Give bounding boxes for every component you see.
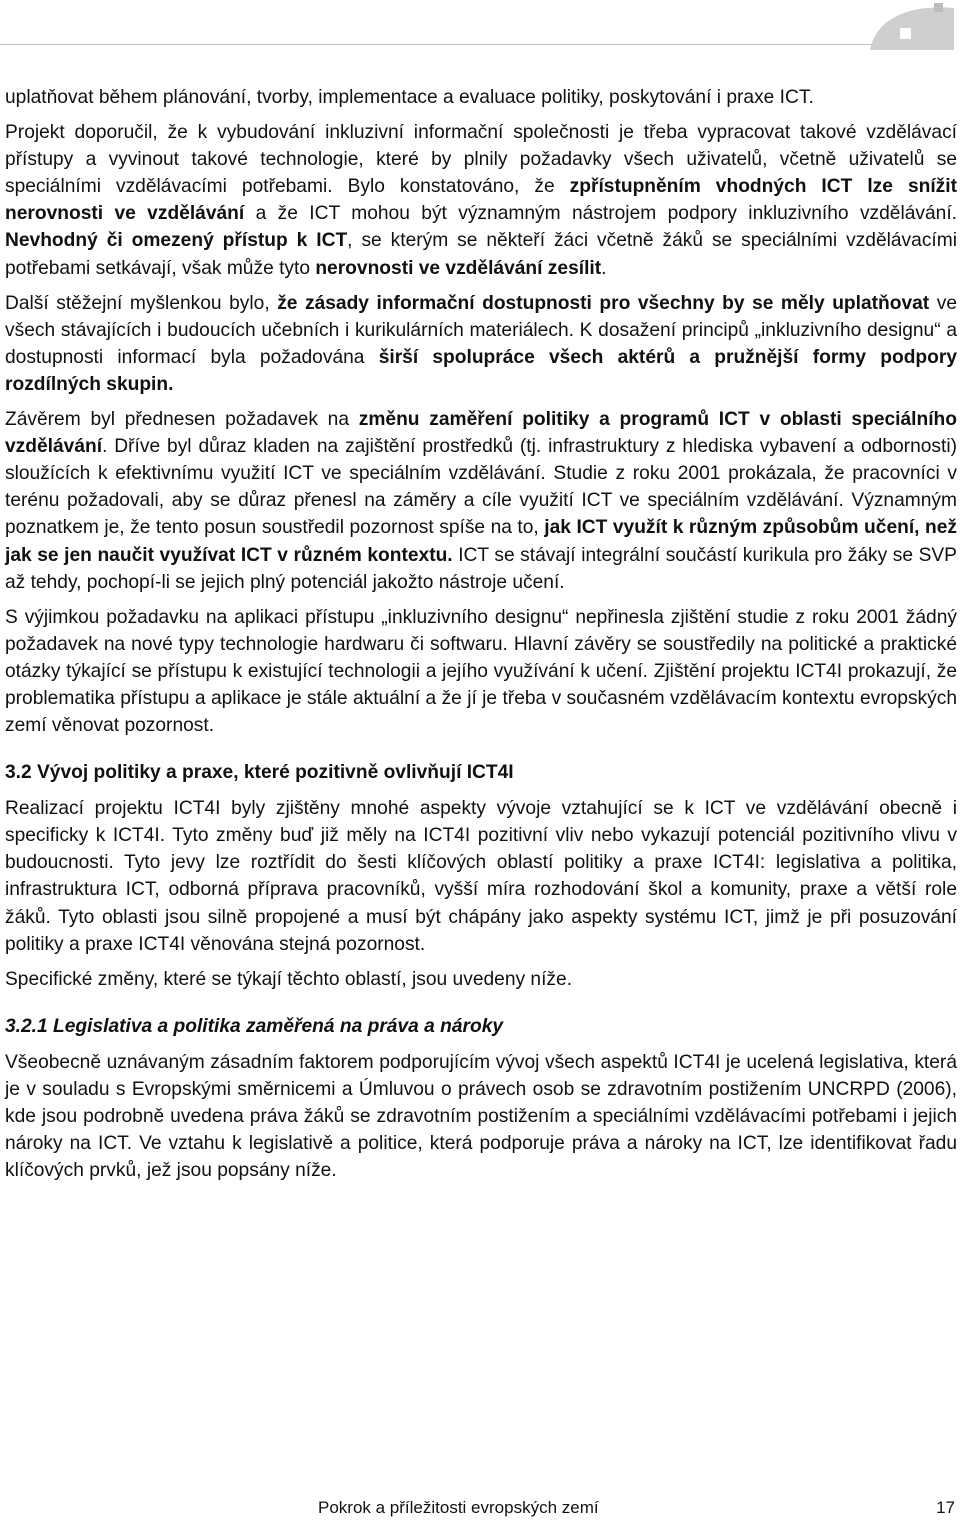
text-run: uplatňovat během plánování, tvorby, implementace a evaluace politiky, poskytování i praxe ICT. <box>5 87 814 108</box>
bold-run: zpřístupněním vhodných ICT lze snížit nerovnosti ve vzdělávání <box>5 176 957 225</box>
paragraph-6 <box>5 795 957 958</box>
text-run: Závěrem byl přednesen požadavek na <box>5 409 359 431</box>
paragraph-5 <box>5 604 957 739</box>
paragraph-7 <box>5 966 957 993</box>
bold-run: Nevhodný či omezený přístup k ICT <box>5 230 348 252</box>
text-run: Realizací projektu ICT4I byly zjištěny mnohé aspekty vývoje vztahující se k ICT ve vzdělávání obecně i specificky k ICT4I. Tyto změny buď již měly na ICT4I pozitivní vliv nebo vykazují potenciál pozitivního vlivu v budoucnosti. Tyto jevy lze roztřídit do šesti klíčových oblastí politiky a praxe ICT4I: legislativa a politika, infrastruktura ICT, odborná příprava pracovníků, vyšší míra rozhodování škol a komunity, praxe a větší role žáků. Tyto oblasti jsou silně propojené a musí být chápány jako aspekty systému ICT, jimž je při posuzování politiky a praxe ICT4I věnována stejná pozornost. <box>5 798 957 955</box>
bold-run: změnu zaměření politiky a programů ICT v oblasti speciálního vzdělávání <box>5 409 957 458</box>
bold-run: nerovnosti ve vzdělávání zesílit <box>315 257 602 279</box>
footer-title: Pokrok a příležitosti evropských zemí <box>318 1498 599 1517</box>
bold-run: širší spolupráce všech aktérů a pružnější formy podpory rozdílných skupin. <box>5 346 957 395</box>
text-run: Projekt doporučil, že k vybudování inkluzivní informační společnosti je třeba vypracovat takové vzdělávací přístupy a vyvinout takové technologie, které by plnily požadavky všech uživatelů, včetně uživatelů se speciálními vzdělávacími potřebami. Bylo konstatováno, že <box>5 122 957 198</box>
bold-run: že zásady informační dostupnosti pro všechny by se měly uplatňovat <box>277 292 930 314</box>
section-heading-3-2: 3.2 Vývoj politiky a praxe, které pozitivně ovlivňují ICT4I <box>5 762 514 784</box>
text-run: Všeobecně uznávaným zásadním faktorem podporujícím vývoj všech aspektů ICT4I je ucelená legislativa, která je v souladu s Evropskými směrnicemi a Úmluvou o právech osob se zdravotním postižením UNCRPD (2006), kde jsou podrobně uvedena práva žáků se zdravotním postižením a speciálními vzdělávacími potřebami i jejich nároky na ICT. Ve vztahu k legislativě a politice, která podporuje práva a nároky na ICT, lze identifikovat řadu klíčových prvků, jež jsou popsány níže. <box>5 1051 957 1182</box>
paragraph-8 <box>5 1049 957 1184</box>
text-run: Specifické změny, které se týkají těchto oblastí, jsou uvedeny níže. <box>5 968 573 990</box>
text-run: Další stěžejní myšlenkou bylo, <box>5 292 278 314</box>
paragraph-3 <box>5 290 957 398</box>
paragraph-1 <box>5 84 957 111</box>
text-run: S výjimkou požadavku na aplikaci přístupu „inkluzivního designu“ nepřinesla zjištění studie z roku 2001 žádný požadavek na nové typy technologie hardwaru či softwaru. Hlavní závěry se soustředily na politické a praktické otázky týkající se přístupu k existující technologii a jejího využívání k učení. Zjištění projektu ICT4I prokazují, že problematika přístupu a aplikace je stále aktuální a že jí je třeba v současném vzdělávacím kontextu evropských zemí věnovat pozornost. <box>5 606 957 737</box>
text-run: , se kterým se někteří žáci včetně žáků se speciálními vzdělávacími potřebami setkávají, však může tyto <box>5 230 957 279</box>
text-run: ve všech stávajících i budoucích učebních i kurikulárních materiálech. K dosažení principů „inkluzivního designu“ a dostupnosti informací byla požadována <box>5 292 957 368</box>
text-run: . <box>601 257 607 279</box>
paragraph-4 <box>5 406 957 596</box>
document-body <box>5 84 957 1192</box>
paragraph-2 <box>5 119 957 282</box>
text-run: ICT se stávají integrální součástí kurikula pro žáky se SVP až tehdy, pochopí-li se jejich plný potenciál jakožto nástroje učení. <box>5 544 957 593</box>
text-run: . Dříve byl důraz kladen na zajištění prostředků (tj. infrastruktury z hlediska vybavení a odbornosti) sloužících k efektivnímu využití ICT ve speciálním vzdělávání. Studie z roku 2001 prokázala, že pracovníci v terénu požadovali, aby se důraz přenesl na záměry a cíle využití ICT ve speciálním vzdělávání. Významným poznatkem je, že tento posun soustředil pozornost spíše na to, <box>5 436 957 539</box>
section-heading-3-2-1: 3.2.1 Legislativa a politika zaměřená na práva a nároky <box>5 1015 504 1037</box>
bold-run: jak ICT využít k různým způsobům učení, než jak se jen naučit využívat ICT v různém kontextu. <box>5 517 957 566</box>
header-rule <box>0 44 874 45</box>
page-number: 17 <box>936 1498 955 1517</box>
publisher-logo-icon <box>870 0 954 50</box>
text-run: a že ICT mohou být významným nástrojem podpory inkluzivního vzdělávání. <box>244 203 958 225</box>
